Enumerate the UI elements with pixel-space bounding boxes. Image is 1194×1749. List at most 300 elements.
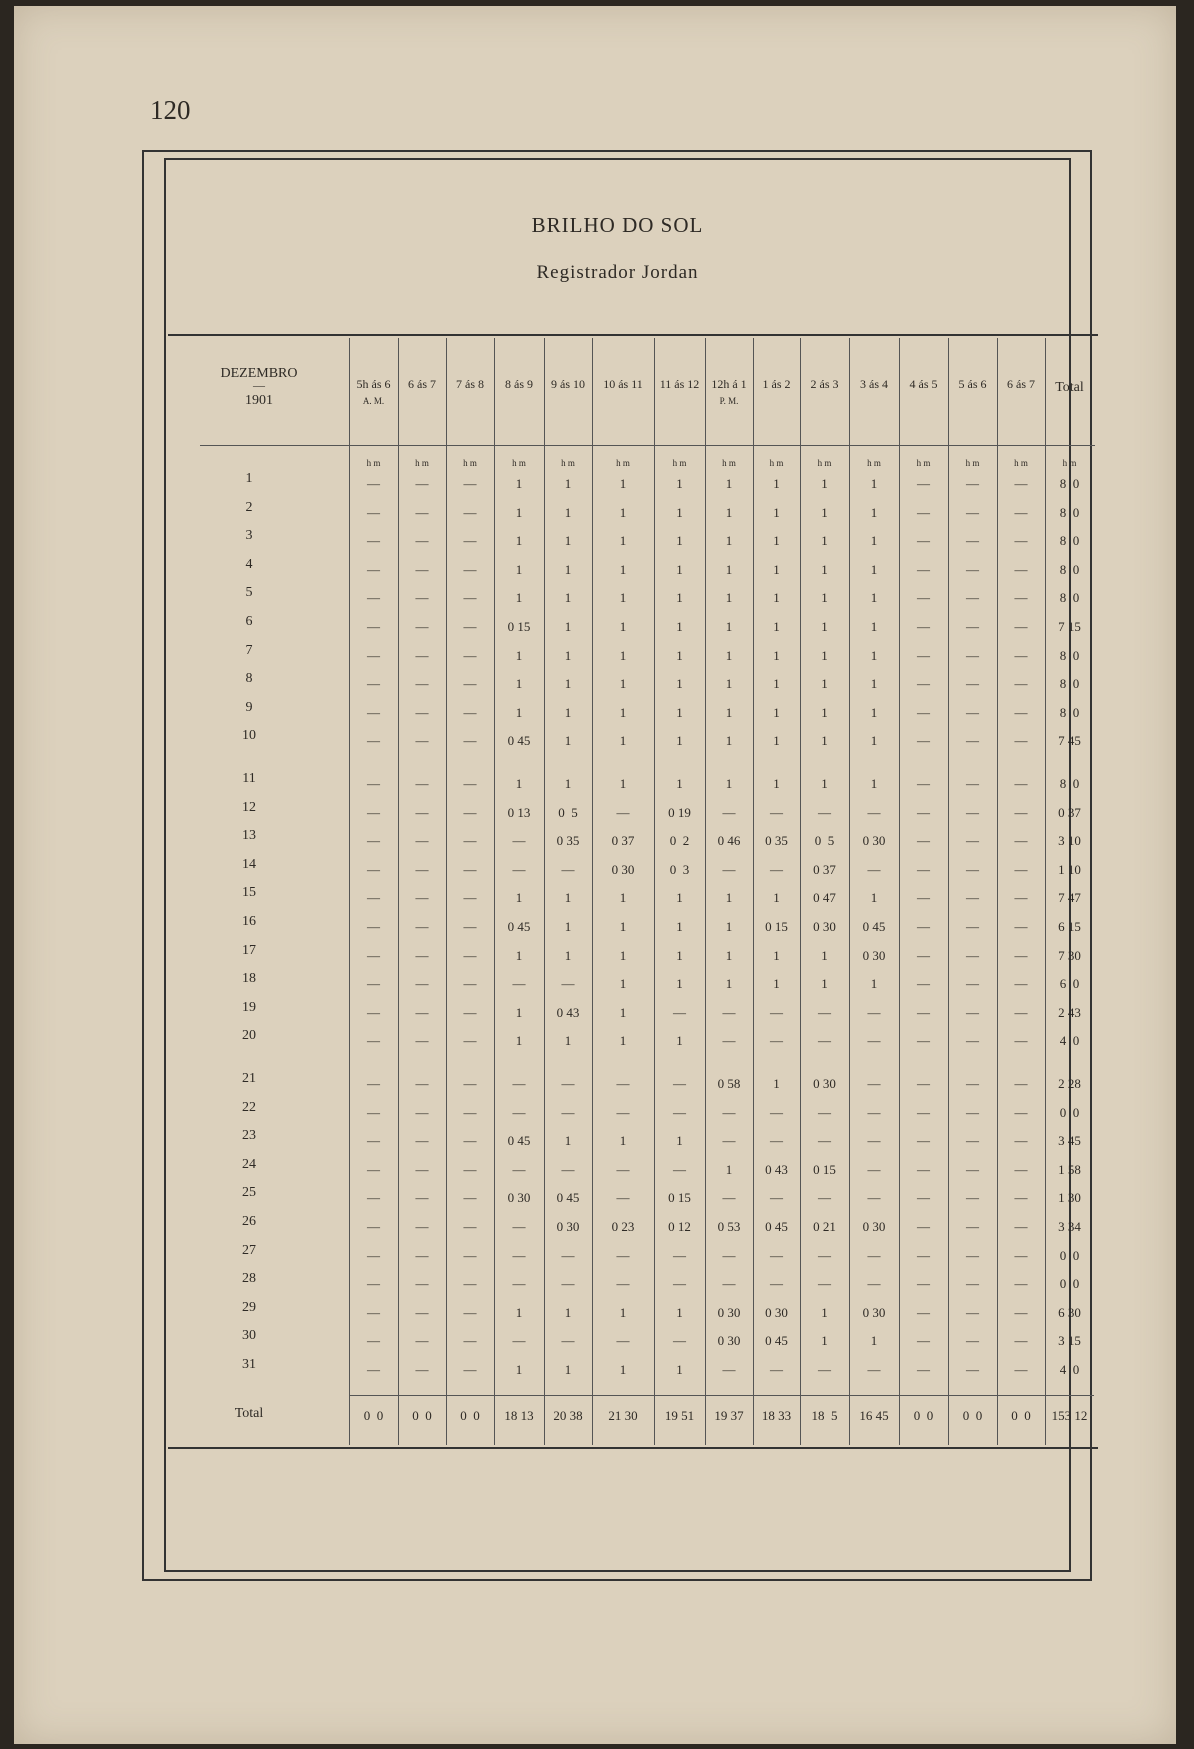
table-cell: — bbox=[966, 733, 979, 749]
table-cell: — bbox=[770, 1004, 783, 1020]
table-cell: — bbox=[1014, 804, 1028, 820]
table-cell: — bbox=[770, 1362, 783, 1377]
table-cell: — bbox=[818, 1133, 831, 1149]
table-cell: 1 bbox=[821, 976, 828, 992]
table-cell: 1 bbox=[725, 647, 733, 663]
table-cell: 1 bbox=[515, 1362, 523, 1377]
table-cell: — bbox=[818, 1190, 831, 1206]
table-cell: — bbox=[463, 976, 477, 992]
table-cell: — bbox=[917, 1133, 930, 1149]
table-cell: 0 15 bbox=[507, 619, 531, 634]
table-cell: 1 bbox=[725, 590, 733, 606]
table-cell: — bbox=[917, 776, 930, 791]
table-cell: — bbox=[415, 1104, 429, 1120]
table-cell: 3 10 bbox=[1058, 833, 1081, 849]
table-cell: — bbox=[367, 1033, 380, 1049]
table-cell: — bbox=[561, 1333, 575, 1349]
table-cell: — bbox=[463, 704, 477, 720]
unit-label: h m bbox=[616, 458, 630, 468]
total-cell: 18 5 bbox=[811, 1408, 838, 1423]
table-cell: — bbox=[463, 590, 477, 606]
table-cell: 1 bbox=[619, 704, 627, 720]
table-cell: 1 bbox=[773, 647, 780, 663]
table-cell: — bbox=[367, 804, 380, 820]
unit-label: h m bbox=[561, 458, 575, 468]
table-cell: 8 0 bbox=[1059, 590, 1080, 606]
table-cell: — bbox=[917, 1004, 930, 1020]
table-cell: — bbox=[867, 1247, 881, 1263]
column-header: Total bbox=[1055, 380, 1084, 395]
table-cell: — bbox=[966, 1104, 979, 1120]
table-cell: — bbox=[415, 1304, 429, 1320]
table-cell: — bbox=[367, 533, 380, 549]
table-cell: 1 bbox=[725, 919, 733, 934]
table-cell: — bbox=[463, 533, 477, 549]
table-cell: 0 45 bbox=[507, 1133, 531, 1149]
table-cell: — bbox=[463, 1004, 477, 1020]
column-header-sub: A. M. bbox=[362, 396, 385, 406]
table-cell: 1 bbox=[821, 676, 828, 692]
table-cell: — bbox=[415, 733, 429, 749]
table-cell: — bbox=[1014, 619, 1028, 634]
table-cell: 1 bbox=[676, 733, 683, 749]
column-header: 5h ás 6 bbox=[356, 377, 391, 391]
day-label: 1 bbox=[245, 471, 253, 486]
table-cell: 1 bbox=[870, 476, 878, 491]
table-cell: — bbox=[917, 619, 930, 634]
table-cell: 1 bbox=[515, 890, 523, 906]
table-cell: — bbox=[722, 1247, 736, 1263]
table-cell: — bbox=[367, 676, 380, 692]
day-label: 8 bbox=[245, 671, 253, 687]
table-cell: 1 bbox=[515, 647, 523, 663]
table-cell: 1 bbox=[821, 561, 828, 577]
table-cell: — bbox=[917, 1161, 930, 1177]
day-label: 10 bbox=[242, 728, 256, 744]
day-label: 30 bbox=[242, 1328, 256, 1344]
table-cell: — bbox=[367, 976, 380, 992]
column-header: 8 ás 9 bbox=[505, 377, 533, 391]
table-cell: — bbox=[966, 776, 979, 791]
table-cell: 1 bbox=[725, 947, 733, 963]
table-cell: — bbox=[722, 1033, 736, 1049]
table-cell: — bbox=[917, 804, 930, 820]
table-cell: 1 bbox=[564, 476, 572, 491]
table-cell: 2 28 bbox=[1058, 1076, 1081, 1091]
table-cell: 1 bbox=[676, 676, 683, 692]
unit-label: h m bbox=[512, 458, 526, 468]
table-cell: — bbox=[867, 804, 881, 820]
table-cell: — bbox=[1014, 890, 1028, 906]
table-cell: — bbox=[966, 1004, 979, 1020]
table-cell: — bbox=[1014, 1219, 1028, 1234]
table-cell: — bbox=[367, 704, 380, 720]
table-cell: — bbox=[415, 1362, 429, 1377]
table-cell: — bbox=[966, 533, 979, 549]
table-cell: — bbox=[512, 1076, 526, 1091]
table-cell: — bbox=[415, 1004, 429, 1020]
table-cell: 1 bbox=[821, 476, 828, 491]
table-cell: 1 bbox=[564, 561, 572, 577]
day-label: 21 bbox=[242, 1071, 256, 1086]
table-cell: 1 bbox=[821, 647, 828, 663]
table-cell: 1 bbox=[773, 704, 780, 720]
table-cell: 1 bbox=[676, 704, 683, 720]
table-cell: — bbox=[512, 976, 526, 992]
table-cell: 1 bbox=[821, 619, 828, 634]
table-cell: 1 bbox=[870, 776, 878, 791]
table-cell: — bbox=[966, 504, 979, 520]
total-cell: 0 0 bbox=[460, 1408, 480, 1423]
table-cell: — bbox=[367, 776, 380, 791]
table-cell: — bbox=[917, 1362, 930, 1377]
unit-label: h m bbox=[366, 458, 381, 468]
table-cell: — bbox=[415, 1161, 429, 1177]
table-cell: 0 0 bbox=[1059, 1247, 1080, 1263]
table-cell: — bbox=[966, 476, 979, 491]
table-cell: — bbox=[616, 1190, 630, 1206]
table-cell: 1 bbox=[564, 1304, 572, 1320]
table-cell: 0 30 bbox=[507, 1190, 531, 1206]
table-cell: — bbox=[917, 676, 930, 692]
table-cell: — bbox=[367, 647, 380, 663]
table-cell: 0 12 bbox=[668, 1219, 691, 1234]
table-cell: 1 bbox=[564, 776, 572, 791]
table-cell: 7 47 bbox=[1058, 890, 1081, 906]
table-cell: 1 bbox=[564, 533, 572, 549]
table-cell: — bbox=[367, 1104, 380, 1120]
table-cell: — bbox=[616, 1076, 630, 1091]
table-cell: — bbox=[867, 1362, 881, 1377]
table-cell: — bbox=[1014, 704, 1028, 720]
table-cell: 1 bbox=[619, 504, 627, 520]
table-cell: 1 bbox=[619, 1304, 627, 1320]
table-cell: — bbox=[367, 1076, 380, 1091]
column-header: 7 ás 8 bbox=[456, 377, 484, 391]
table-cell: — bbox=[966, 676, 979, 692]
table-cell: — bbox=[561, 861, 575, 877]
table-cell: — bbox=[770, 1276, 783, 1292]
table-cell: 1 bbox=[676, 890, 683, 906]
table-cell: — bbox=[917, 647, 930, 663]
table-cell: 0 45 bbox=[507, 733, 531, 749]
table-cell: 1 bbox=[619, 476, 627, 491]
table-cell: — bbox=[673, 1247, 686, 1263]
total-cell: 19 51 bbox=[664, 1408, 695, 1423]
unit-label: h m bbox=[1062, 458, 1077, 468]
table-cell: 1 bbox=[870, 976, 878, 992]
table-cell: 1 bbox=[564, 1362, 572, 1377]
table-cell: 1 bbox=[619, 947, 627, 963]
table-cell: 1 bbox=[773, 590, 780, 606]
table-cell: 1 bbox=[564, 619, 572, 634]
table-cell: — bbox=[415, 561, 429, 577]
table-cell: — bbox=[818, 1276, 831, 1292]
table-cell: — bbox=[917, 561, 930, 577]
table-cell: — bbox=[1014, 504, 1028, 520]
total-cell: 0 0 bbox=[363, 1408, 384, 1423]
table-cell: — bbox=[463, 619, 477, 634]
table-cell: 1 bbox=[870, 619, 878, 634]
table-cell: 1 bbox=[676, 590, 683, 606]
table-cell: — bbox=[966, 647, 979, 663]
day-label: 22 bbox=[242, 1099, 256, 1115]
table-cell: — bbox=[770, 1247, 783, 1263]
table-cell: 1 bbox=[725, 733, 733, 749]
table-cell: — bbox=[867, 1004, 881, 1020]
table-cell: — bbox=[1014, 861, 1028, 877]
table-cell: 8 0 bbox=[1059, 533, 1080, 549]
table-cell: — bbox=[818, 1104, 831, 1120]
table-cell: 1 bbox=[725, 1161, 733, 1177]
table-cell: — bbox=[367, 504, 380, 520]
table-cell: — bbox=[463, 476, 477, 491]
table-cell: — bbox=[415, 676, 429, 692]
table-cell: 1 bbox=[619, 1004, 627, 1020]
table-cell: — bbox=[966, 804, 979, 820]
table-cell: 1 bbox=[773, 976, 780, 992]
table-cell: — bbox=[367, 590, 380, 606]
table-cell: 0 15 bbox=[668, 1190, 691, 1206]
table-cell: 1 bbox=[725, 533, 733, 549]
table-cell: — bbox=[463, 919, 477, 934]
table-cell: — bbox=[367, 1276, 380, 1292]
table-cell: 0 30 bbox=[765, 1304, 788, 1320]
table-cell: 1 bbox=[515, 533, 523, 549]
table-cell: — bbox=[770, 1133, 783, 1149]
table-cell: 0 30 bbox=[611, 861, 635, 877]
table-cell: — bbox=[463, 1333, 477, 1349]
table-cell: 0 30 bbox=[862, 947, 886, 963]
table-cell: — bbox=[966, 1161, 979, 1177]
table-cell: — bbox=[1014, 590, 1028, 606]
table-cell: — bbox=[463, 1304, 477, 1320]
column-header: 12h á 1 bbox=[711, 377, 747, 391]
table-cell: — bbox=[770, 1033, 783, 1049]
column-header: 6 ás 7 bbox=[408, 377, 436, 391]
table-cell: — bbox=[512, 1219, 526, 1234]
table-cell: 1 bbox=[564, 947, 572, 963]
table-cell: — bbox=[367, 919, 380, 934]
table-cell: 1 bbox=[564, 504, 572, 520]
table-cell: — bbox=[367, 1161, 380, 1177]
table-cell: — bbox=[722, 1276, 736, 1292]
table-cell: 0 43 bbox=[765, 1161, 788, 1177]
table-cell: 1 bbox=[564, 733, 572, 749]
table-cell: — bbox=[616, 804, 630, 820]
table-cell: — bbox=[561, 1104, 575, 1120]
table-cell: 1 bbox=[515, 1304, 523, 1320]
table-cell: — bbox=[673, 1161, 686, 1177]
table-cell: — bbox=[1014, 676, 1028, 692]
table-cell: — bbox=[917, 919, 930, 934]
unit-label: h m bbox=[867, 458, 881, 468]
total-cell: 20 38 bbox=[553, 1408, 583, 1423]
table-cell: 0 30 bbox=[813, 919, 836, 934]
table-cell: — bbox=[367, 947, 380, 963]
table-cell: — bbox=[818, 1004, 831, 1020]
table-cell: — bbox=[367, 1333, 380, 1349]
table-cell: 1 bbox=[564, 890, 572, 906]
table-cell: 1 bbox=[773, 733, 780, 749]
table-cell: — bbox=[966, 890, 979, 906]
table-cell: 4 0 bbox=[1059, 1033, 1080, 1049]
total-cell: 0 0 bbox=[962, 1408, 983, 1423]
table-cell: — bbox=[1014, 919, 1028, 934]
table-cell: 8 0 bbox=[1059, 676, 1080, 692]
table-cell: — bbox=[512, 1333, 526, 1349]
table-cell: 1 bbox=[515, 504, 523, 520]
table-cell: 1 bbox=[870, 704, 878, 720]
day-label: 9 bbox=[245, 699, 253, 715]
table-cell: — bbox=[966, 1133, 979, 1149]
table-cell: — bbox=[722, 1004, 736, 1020]
table-cell: — bbox=[673, 1276, 686, 1292]
table-cell: — bbox=[367, 619, 380, 634]
table-cell: — bbox=[722, 861, 736, 877]
table-cell: 0 37 bbox=[1058, 804, 1081, 820]
table-cell: 1 bbox=[619, 561, 627, 577]
day-label: 16 bbox=[242, 914, 256, 929]
table-cell: 1 bbox=[821, 504, 828, 520]
table-cell: 0 30 bbox=[862, 833, 886, 849]
total-cell: 18 33 bbox=[761, 1408, 792, 1423]
table-cell: — bbox=[867, 861, 881, 877]
table-cell: 6 15 bbox=[1058, 919, 1081, 934]
table-cell: — bbox=[367, 833, 380, 849]
table-cell: 1 bbox=[870, 647, 878, 663]
table-cell: 1 bbox=[676, 533, 683, 549]
table-cell: — bbox=[1014, 1190, 1028, 1206]
table-cell: — bbox=[1014, 533, 1028, 549]
table-cell: — bbox=[367, 1133, 380, 1149]
table-cell: — bbox=[561, 1161, 575, 1177]
table-cell: — bbox=[463, 1161, 477, 1177]
table-cell: 8 0 bbox=[1059, 776, 1080, 791]
table-cell: 1 bbox=[564, 590, 572, 606]
total-top-rule bbox=[349, 1395, 1094, 1396]
table-cell: — bbox=[966, 1276, 979, 1292]
column-header: 6 ás 7 bbox=[1007, 377, 1035, 391]
table-cell: — bbox=[1014, 833, 1028, 849]
table-cell: — bbox=[415, 776, 429, 791]
table-cell: 1 58 bbox=[1058, 1161, 1081, 1177]
table-cell: — bbox=[1014, 776, 1028, 791]
header-bottom-rule bbox=[200, 445, 1095, 446]
table-cell: 1 bbox=[773, 776, 780, 791]
table-cell: — bbox=[561, 1247, 575, 1263]
column-header: 1 ás 2 bbox=[762, 377, 791, 391]
table-cell: — bbox=[463, 733, 477, 749]
table-cell: 1 bbox=[773, 947, 780, 963]
day-label: 11 bbox=[242, 771, 256, 786]
table-cell: 2 43 bbox=[1058, 1004, 1081, 1020]
unit-label: h m bbox=[722, 458, 736, 468]
table-cell: — bbox=[463, 1219, 477, 1234]
day-label: 4 bbox=[245, 556, 253, 572]
table-cell: 0 5 bbox=[558, 804, 578, 820]
table-cell: — bbox=[415, 1033, 429, 1049]
table-cell: 0 30 bbox=[717, 1304, 741, 1320]
table-cell: — bbox=[616, 1333, 630, 1349]
table-cell: — bbox=[512, 1276, 526, 1292]
table-cell: 1 bbox=[564, 647, 572, 663]
table-cell: 1 bbox=[821, 947, 828, 963]
table-cell: 1 bbox=[821, 533, 828, 549]
table-cell: — bbox=[561, 1276, 575, 1292]
day-label: 15 bbox=[242, 885, 256, 901]
table-cell: — bbox=[415, 976, 429, 992]
year-label: 1901 bbox=[245, 393, 273, 408]
table-cell: 1 bbox=[619, 1033, 627, 1049]
table-cell: — bbox=[463, 833, 477, 849]
table-cell: 8 0 bbox=[1059, 647, 1080, 663]
column-header-sub: P. M. bbox=[719, 396, 739, 406]
table-cell: — bbox=[367, 1304, 380, 1320]
table-cell: — bbox=[367, 561, 380, 577]
unit-label: h m bbox=[415, 458, 429, 468]
table-cell: 1 bbox=[619, 919, 627, 934]
table-cell: — bbox=[917, 1076, 930, 1091]
table-cell: 1 bbox=[773, 676, 780, 692]
table-cell: — bbox=[1014, 1161, 1028, 1177]
table-cell: 8 0 bbox=[1059, 476, 1080, 491]
table-cell: 8 0 bbox=[1059, 504, 1080, 520]
table-cell: 1 bbox=[515, 590, 523, 606]
table-cell: 1 bbox=[619, 1133, 627, 1149]
table-cell: 1 bbox=[515, 1004, 523, 1020]
table-cell: 0 23 bbox=[611, 1219, 635, 1234]
table-cell: — bbox=[561, 1076, 575, 1091]
table-cell: — bbox=[673, 1104, 686, 1120]
table-cell: 1 bbox=[773, 561, 780, 577]
table-cell: — bbox=[616, 1247, 630, 1263]
table-cell: — bbox=[1014, 976, 1028, 992]
table-cell: 1 bbox=[773, 1076, 780, 1091]
table-cell: 1 bbox=[870, 533, 878, 549]
page-number: 120 bbox=[150, 95, 191, 125]
column-header: 5 ás 6 bbox=[958, 377, 987, 391]
table-cell: — bbox=[415, 919, 429, 934]
day-label: 31 bbox=[242, 1357, 256, 1372]
table-cell: 0 45 bbox=[862, 919, 886, 934]
column-header: 9 ás 10 bbox=[551, 377, 585, 391]
table-cell: 1 bbox=[821, 776, 828, 791]
table-cell: — bbox=[722, 1104, 736, 1120]
table-cell: 1 bbox=[676, 561, 683, 577]
table-cell: 1 bbox=[725, 704, 733, 720]
table-cell: — bbox=[1014, 1104, 1028, 1120]
table-cell: — bbox=[867, 1076, 881, 1091]
table-cell: — bbox=[867, 1190, 881, 1206]
table-cell: 1 bbox=[676, 1304, 683, 1320]
total-cell: 18 13 bbox=[504, 1408, 534, 1423]
table-cell: 1 bbox=[676, 1033, 683, 1049]
table-cell: 1 bbox=[515, 776, 523, 791]
table-cell: — bbox=[367, 1004, 380, 1020]
table-cell: — bbox=[917, 1219, 930, 1234]
table-cell: — bbox=[561, 976, 575, 992]
table-cell: 0 53 bbox=[717, 1219, 741, 1234]
unit-label: h m bbox=[463, 458, 477, 468]
table-cell: 0 5 bbox=[814, 833, 835, 849]
table-cell: — bbox=[512, 861, 526, 877]
table-cell: 1 bbox=[676, 776, 683, 791]
total-label: Total bbox=[234, 1406, 264, 1421]
table-cell: — bbox=[966, 919, 979, 934]
table-cell: 1 bbox=[773, 890, 780, 906]
table-cell: 3 15 bbox=[1058, 1333, 1081, 1349]
